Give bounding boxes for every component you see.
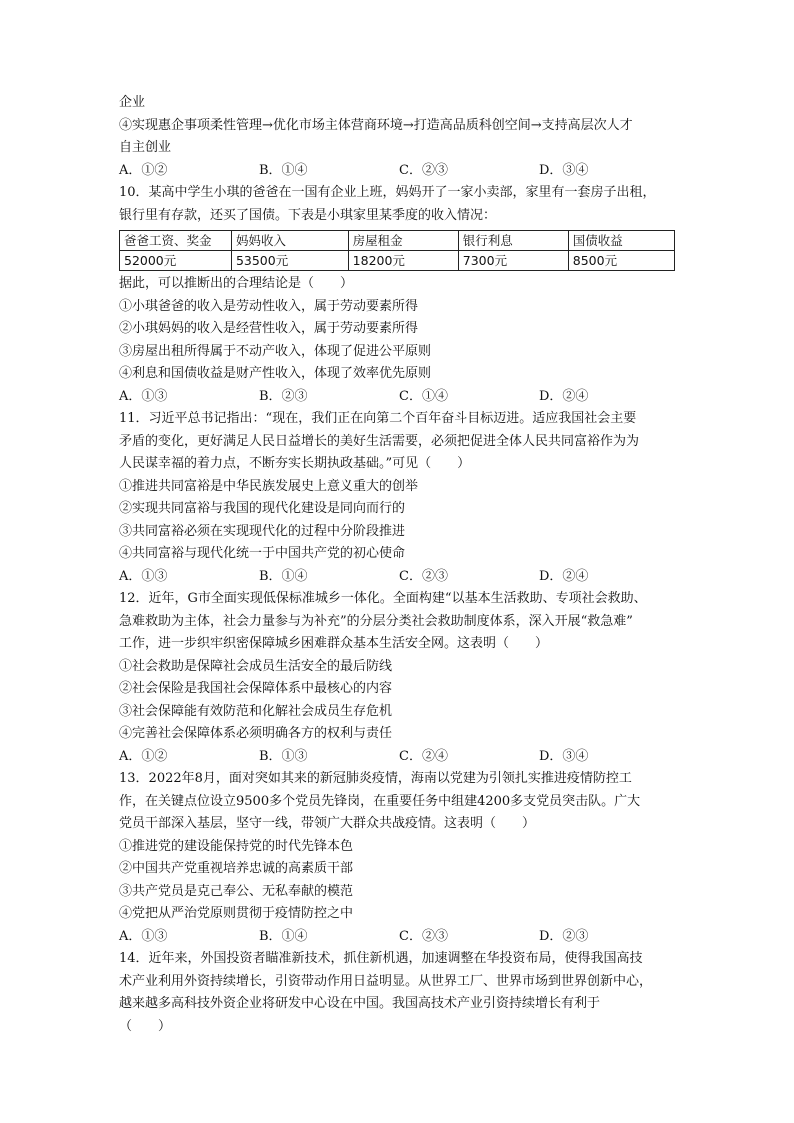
option-c: C．②③ [399, 568, 448, 584]
question-11-stem: 人民谋幸福的着力点，不断夯实长期执政基础。”可见（ ） [119, 456, 471, 471]
option-d: D．②④ [539, 568, 589, 584]
table-header-cell: 银行利息 [458, 231, 568, 251]
table-cell: 8500元 [568, 251, 674, 271]
table-cell: 53500元 [231, 251, 348, 271]
option-c: C．②④ [399, 748, 448, 764]
option-a: A．①③ [119, 928, 168, 944]
statement: ④党把从严治党原则贯彻于疫情防控之中 [119, 906, 354, 921]
statement: ①社会救助是保障社会成员生活安全的最后防线 [119, 658, 393, 674]
table-row [120, 251, 675, 271]
option-d: D．③④ [539, 748, 589, 764]
exam-page [119, 92, 679, 1038]
option-b: B．①④ [259, 928, 308, 944]
statement: ③共产党员是克己奉公、无私奉献的模范 [119, 883, 354, 899]
table-cell: 52000元 [120, 251, 232, 271]
text-line: 企业 [119, 95, 146, 110]
question-13-stem: 作，在关键点位设立9500多个党员先锋岗，在重要任务中组建4200多支党员突击队。广大 [119, 793, 641, 809]
table-header-cell: 国债收益 [568, 231, 674, 251]
answer-options [119, 926, 679, 949]
option-a: A．①③ [119, 568, 168, 584]
table-header-row [120, 231, 675, 251]
question-11-stem: 11．习近平总书记指出：“现在，我们正在向第二个百年奋斗目标迈进。适应我国社会主要 [119, 411, 637, 426]
option-d: D．②④ [539, 388, 589, 404]
statement: ②小琪妈妈的收入是经营性收入，属于劳动要素所得 [119, 321, 419, 336]
question-14-stem: 越来越多高科技外资企业将研发中心设在中国。我国高技术产业引资持续增长有利于 [119, 996, 601, 1011]
statement: ①推进共同富裕是中华民族发展史上意义重大的创举 [119, 478, 419, 494]
table-cell: 18200元 [348, 251, 458, 271]
question-13-stem: 党员干部深入基层，坚守一线，带领广大群众共战疫情。这表明（ ） [119, 816, 536, 831]
option-d: D．③④ [539, 162, 589, 178]
option-b: B．②③ [259, 388, 308, 404]
option-a: A．①② [119, 748, 168, 764]
statement: ②中国共产党重视培养忠诚的高素质干部 [119, 861, 354, 876]
text-line: 自主创业 [119, 140, 172, 155]
statement: ③共同富裕必须在实现现代化的过程中分阶段推进 [119, 523, 406, 539]
income-table [119, 230, 675, 271]
table-cell: 7300元 [458, 251, 568, 271]
statement: ④实现惠企事项柔性管理→优化市场主体营商环境→打造高品质科创空间→支持高层次人才 [119, 117, 633, 133]
option-a: A．①② [119, 162, 168, 178]
option-c: C．②③ [399, 928, 448, 944]
statement: ③社会保障能有效防范和化解社会成员生存危机 [119, 703, 393, 719]
table-header-cell: 妈妈收入 [231, 231, 348, 251]
answer-options [119, 160, 679, 183]
option-b: B．①④ [259, 568, 308, 584]
question-10-stem: 10．某高中学生小琪的爸爸在一国有企业上班，妈妈开了一家小卖部，家里有一套房子出租， [119, 185, 656, 200]
question-10-prompt: 据此，可以推断出的合理结论是（ ） [119, 276, 354, 291]
question-14-stem: 术产业利用外资持续增长，引资带动作用日益明显。从世界工厂、世界市场到世界创新中心， [119, 973, 653, 989]
question-12-stem: 12．近年，G市全面实现低保标准城乡一体化。全面构建“以基本生活救助、专项社会救助、 [119, 591, 647, 606]
question-12-stem: 急难救助为主体，社会力量参与为补充”的分层分类社会救助制度体系，深入开展“救急难” [119, 613, 633, 629]
table-header-cell: 爸爸工资、奖金 [120, 231, 232, 251]
statement: ④完善社会保障体系必须明确各方的权利与责任 [119, 726, 393, 741]
table-header-cell: 房屋租金 [348, 231, 458, 251]
answer-options [119, 566, 679, 589]
statement: ②社会保险是我国社会保障体系中最核心的内容 [119, 681, 393, 696]
option-c: C．②③ [399, 162, 448, 178]
option-b: B．①③ [259, 748, 308, 764]
option-c: C．①④ [399, 388, 448, 404]
question-11-stem: 矛盾的变化，更好满足人民日益增长的美好生活需要，必须把促进全体人民共同富裕作为为 [119, 433, 640, 449]
statement: ①小琪爸爸的收入是劳动性收入，属于劳动要素所得 [119, 298, 419, 314]
option-a: A．①③ [119, 388, 168, 404]
answer-options [119, 386, 679, 409]
question-13-stem: 13．2022年8月，面对突如其来的新冠肺炎疫情，海南以党建为引领扎实推进疫情防控工 [119, 771, 632, 786]
answer-options [119, 746, 679, 769]
question-10-stem: 银行里有存款，还买了国债。下表是小琪家里某季度的收入情况： [119, 207, 497, 223]
statement: ④利息和国债收益是财产性收入，体现了效率优先原则 [119, 366, 432, 381]
option-b: B．①④ [259, 162, 308, 178]
statement: ③房屋出租所得属于不动产收入，体现了促进公平原则 [119, 343, 432, 359]
statement: ②实现共同富裕与我国的现代化建设是同向而行的 [119, 501, 406, 516]
statement: ①推进党的建设能保持党的时代先锋本色 [119, 838, 354, 854]
statement: ④共同富裕与现代化统一于中国共产党的初心使命 [119, 546, 406, 561]
question-12-stem: 工作，进一步织牢织密保障城乡困难群众基本生活安全网。这表明（ ） [119, 636, 549, 651]
question-14-stem: 14．近年来，外国投资者瞄准新技术，抓住新机遇，加速调整在华投资布局，使得我国高技 [119, 951, 643, 966]
option-d: D．②③ [539, 928, 589, 944]
question-14-stem: （ ） [119, 1018, 172, 1034]
